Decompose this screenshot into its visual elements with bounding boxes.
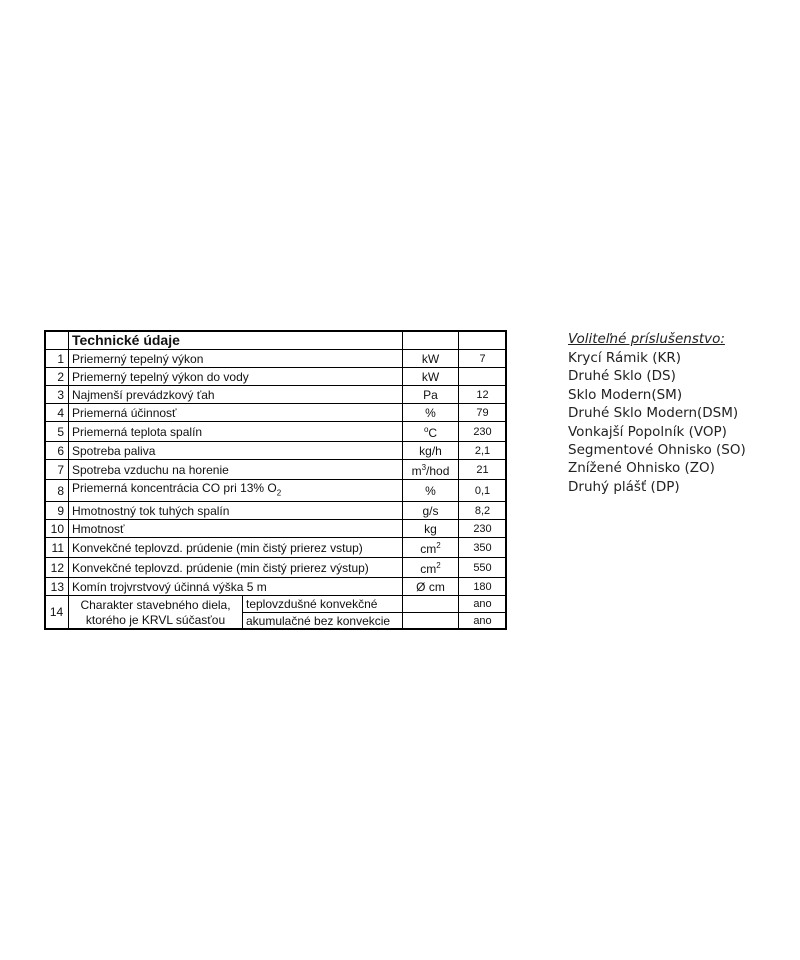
character-line-1: Charakter stavebného diela, [80, 597, 231, 612]
row-label [69, 442, 403, 460]
row-label-text: Priemerná účinnosť [72, 405, 177, 420]
row-unit [403, 520, 459, 538]
accessory-item: Druhé Sklo (DS) [568, 368, 676, 385]
unit-text: kg/h [419, 443, 442, 458]
unit-tail: /hod [426, 464, 450, 478]
table-row [45, 538, 507, 558]
table-row-14a [45, 596, 507, 613]
row-label-text: Najmenší prevádzkový ťah [72, 387, 215, 402]
row-label-text: Priemerný tepelný výkon do vody [72, 369, 249, 384]
row-number: 8 [45, 480, 69, 502]
row-value: 21 [459, 460, 507, 480]
row-unit [403, 558, 459, 578]
character-value-1: ano [459, 596, 507, 613]
row-value: 230 [459, 422, 507, 442]
accessory-item: Druhé Sklo Modern(DSM) [568, 405, 739, 422]
row-label [69, 422, 403, 442]
row-label [69, 502, 403, 520]
table-row [45, 558, 507, 578]
row-value: 2,1 [459, 442, 507, 460]
accessory-item: Krycí Rámik (KR) [568, 350, 681, 366]
header-value-cell [459, 331, 507, 350]
unit-text: Ø cm [416, 579, 445, 594]
table-row [45, 422, 507, 442]
unit-text: kW [421, 351, 440, 366]
accessory-item: Druhý plášť (DP) [568, 478, 680, 495]
unit-superscript: o [423, 425, 429, 434]
row-label [69, 386, 403, 404]
row-label-text: Konvekčné teplovzd. prúdenie (min čistý prierez vstup) [72, 540, 363, 555]
row-value [459, 368, 507, 386]
row-unit [403, 350, 459, 368]
row-label [69, 578, 403, 596]
row-label-text: Spotreba paliva [72, 443, 156, 458]
row-label [69, 404, 403, 422]
row-value: 8,2 [459, 502, 507, 520]
row-label [69, 480, 403, 502]
row-label-subscript: 2 [276, 488, 282, 498]
unit-text: Pa [423, 387, 438, 402]
row-number: 10 [45, 520, 69, 538]
accessories-title: Voliteľné príslušenstvo: [568, 331, 725, 347]
row-label-text: Priemerná teplota spalín [72, 424, 203, 439]
row-label [69, 460, 403, 480]
table-row [45, 368, 507, 386]
row-unit [403, 480, 459, 502]
row-unit [403, 460, 459, 480]
row-number: 4 [45, 404, 69, 422]
row-number: 1 [45, 350, 69, 368]
row-label-text: Spotreba vzduchu na horenie [72, 462, 229, 477]
header-unit-cell [403, 331, 459, 350]
row-number: 6 [45, 442, 69, 460]
unit-text: % [425, 483, 436, 498]
character-unit-empty [403, 613, 459, 630]
row-number: 11 [45, 538, 69, 558]
table-row [45, 460, 507, 480]
table-row [45, 350, 507, 368]
row-label-text: Komín trojvrstvový účinná výška 5 m [72, 579, 267, 594]
technical-data-table [44, 330, 507, 630]
row-value: 7 [459, 350, 507, 368]
unit-superscript: 2 [436, 561, 441, 571]
unit-text: cm [420, 542, 437, 557]
table-row [45, 578, 507, 596]
character-line-2: ktorého je KRVL súčasťou [85, 612, 226, 627]
row-value: 12 [459, 386, 507, 404]
row-unit [403, 502, 459, 520]
accessory-item: Segmentové Ohnisko (SO) [568, 442, 746, 459]
accessory-item: Vonkajší Popolník (VOP) [568, 423, 727, 440]
unit-text: % [425, 405, 436, 420]
row-label [69, 538, 403, 558]
row-unit [403, 422, 459, 442]
table-row [45, 442, 507, 460]
row-unit [403, 538, 459, 558]
unit-text: m [411, 464, 422, 478]
row-value: 79 [459, 404, 507, 422]
character-option-1: teplovzdušné konvekčné [243, 596, 403, 613]
unit-text: kW [421, 369, 440, 384]
row-unit [403, 442, 459, 460]
row-unit [403, 404, 459, 422]
table-row [45, 480, 507, 502]
row-value: 350 [459, 538, 507, 558]
row-number: 2 [45, 368, 69, 386]
accessory-item: Znížené Ohnisko (ZO) [568, 460, 715, 477]
character-unit-empty [403, 596, 459, 613]
unit-text: cm [420, 562, 437, 577]
table-title: Technické údaje [69, 331, 403, 350]
row-label-text: Hmotnostný tok tuhých spalín [72, 503, 230, 518]
accessory-item: Sklo Modern(SM) [568, 386, 683, 403]
unit-superscript: 3 [421, 463, 427, 472]
row-value: 550 [459, 558, 507, 578]
row-number: 3 [45, 386, 69, 404]
unit-superscript: 2 [436, 541, 441, 551]
row-label [69, 368, 403, 386]
table-row [45, 502, 507, 520]
row-label-text: Hmotnosť [72, 521, 125, 536]
row-label [69, 520, 403, 538]
row-unit [403, 386, 459, 404]
row-number: 5 [45, 422, 69, 442]
character-value-2: ano [459, 613, 507, 630]
table-row [45, 386, 507, 404]
row-label-text: Priemerná koncentrácia CO pri 13% O [72, 481, 277, 495]
table-row [45, 404, 507, 422]
row-number: 14 [45, 596, 69, 630]
table-header-row [45, 331, 507, 350]
optional-accessories-list [568, 330, 746, 496]
character-label [69, 596, 243, 630]
unit-text: kg [424, 521, 437, 536]
row-number: 13 [45, 578, 69, 596]
row-value: 0,1 [459, 480, 507, 502]
row-number: 12 [45, 558, 69, 578]
row-value: 230 [459, 520, 507, 538]
character-option-2: akumulačné bez konvekcie [243, 613, 403, 630]
row-number: 7 [45, 460, 69, 480]
unit-text: g/s [422, 503, 439, 518]
row-label [69, 558, 403, 578]
row-label [69, 350, 403, 368]
row-value: 180 [459, 578, 507, 596]
row-unit [403, 368, 459, 386]
header-num-cell [45, 331, 69, 350]
row-label-text: Konvekčné teplovzd. prúdenie (min čistý prierez výstup) [72, 560, 369, 575]
unit-tail: C [428, 426, 438, 440]
row-unit [403, 578, 459, 596]
row-label-text: Priemerný tepelný výkon [72, 351, 204, 366]
table-row [45, 520, 507, 538]
row-number: 9 [45, 502, 69, 520]
